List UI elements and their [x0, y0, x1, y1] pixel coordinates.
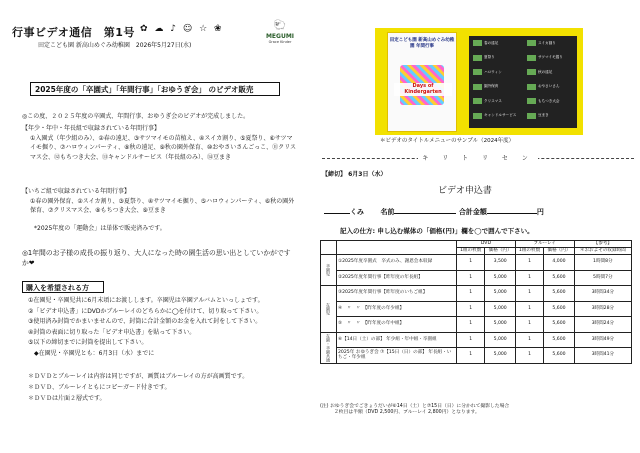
item-cell: ⑥【14日（土）の部】 年少組・年中組・卒園組	[337, 332, 457, 348]
intro-text: ◎この度、２０２５年度の卒園式、年間行事、おゆうぎ会のビデオが完成しました。	[22, 113, 250, 120]
menu-item-label: 秋の遠足	[538, 69, 553, 74]
br-price-cell[interactable]: 5,600	[544, 286, 574, 302]
dvd-price-header: 価格（円）	[485, 248, 515, 255]
menu-thumbnail	[473, 40, 482, 46]
menu-item	[527, 40, 556, 46]
table-row	[321, 286, 632, 302]
br-price-cell[interactable]: 5,600	[544, 332, 574, 348]
dvd-disks-cell: 1	[457, 286, 485, 302]
item-cell: ③2025年度年間行事【昨年度のいちご組】	[337, 286, 457, 302]
br-disks-cell: 1	[515, 301, 543, 317]
menu-item	[473, 98, 502, 104]
class-label: くみ	[350, 208, 364, 216]
table-row	[321, 332, 632, 348]
item-cell: 2025年 おゆうぎ会 ⑦【15日（日）の部】 年長組・いちご・年少組	[337, 348, 457, 364]
menu-item-label: おやさいさん	[538, 84, 560, 89]
step-3: ③使用済み封筒でかまいませんので、封筒に合計金額のお金を入れて封をして下さい。	[28, 318, 262, 325]
menu-item	[527, 69, 552, 75]
menu-thumbnail	[527, 113, 536, 119]
dvd-price-cell[interactable]: 5,000	[485, 332, 515, 348]
note-2: ＊ＤＶＤ、ブルーレイともにコピーガード付きです。	[28, 383, 171, 391]
title-menu	[469, 36, 577, 128]
form-fields	[324, 208, 629, 217]
sample-menu-photo	[375, 28, 583, 135]
dvd-disks-cell: 1	[457, 348, 485, 364]
br-price-header: 価格（円）	[544, 248, 574, 255]
form-deadline: 【締切】 6月3日（水）	[322, 171, 387, 178]
note-1: ＊ＤＶＤとブルーレイは内容は同じですが、画質はブルーレイの方が高画質です。	[28, 373, 249, 380]
sample-caption: ＊ビデオのタイトルメニューのサンプル（2024年度）	[380, 138, 515, 144]
menu-thumbnail	[527, 98, 536, 104]
dvd-price-cell[interactable]: 3,500	[485, 255, 515, 271]
logo-name: MEGUMI	[265, 32, 295, 40]
br-price-cell[interactable]: 4,000	[544, 255, 574, 271]
page-title: 行事ビデオ通信 第1号	[12, 26, 135, 39]
menu-item-label: 豆まき	[538, 113, 549, 118]
logo-tag: Grace Kinder	[268, 40, 292, 44]
purchase-notes	[28, 372, 303, 404]
cut-line	[322, 155, 634, 167]
footnote-1: (注) おゆうぎ会でごきょうだいが⑥14日（土）と⑦15日（日）に分かれて撮影した場合	[320, 404, 510, 409]
menu-item-label: 園外保育	[484, 84, 499, 89]
purchase-steps	[28, 296, 303, 359]
group-label: 在園・卒園共通	[321, 332, 337, 363]
dvd-price-cell[interactable]: 5,000	[485, 286, 515, 302]
menu-thumbnail	[473, 113, 482, 119]
table-row	[321, 317, 632, 333]
dvd-disks-cell: 1	[457, 301, 485, 317]
decoration-icons: ✿ ☁ ♪ ☺ ☆ ❀	[140, 24, 224, 34]
deadline-line: ◆在園児・卒園児とも：6月3日（水）までに	[34, 349, 155, 357]
note-sub-header: ＊おおよその収録時間	[574, 248, 631, 255]
menu-item	[473, 84, 498, 90]
time-cell: 3時間34分	[574, 286, 631, 302]
section1-heading: 【年少・年中・年長組で収録されている年間行事】	[22, 125, 161, 132]
step-1: ①在園児・卒園児共に6月末頃にお渡しします。卒園児は卒園アルバムといっしょです。	[28, 297, 264, 304]
dvd-cover	[387, 32, 457, 132]
menu-thumbnail	[527, 40, 536, 46]
item-cell: ①2025年度卒園式 卒式のみ、謝恩会本収録	[337, 255, 457, 271]
note-3: ＊ＤＶＤは片面２層式です。	[28, 394, 106, 402]
time-cell: 3時間24分	[574, 317, 631, 333]
total-field[interactable]	[487, 213, 537, 214]
page-subtitle: 田定こども園 新高山めぐみ幼稚園 2026年5月27日(水)	[38, 42, 192, 49]
menu-item-label: 春の遠足	[484, 40, 499, 45]
group-label: 在園児	[321, 286, 337, 333]
logo-mark-icon: 🐑	[273, 20, 287, 31]
item-cell: ④ 〃 〃 【昨年度の年少組】	[337, 301, 457, 317]
dvd-disks-cell: 1	[457, 255, 485, 271]
form-instruction: 記入の仕方: 申し込む媒体の「価格(円)」欄を◯で囲んで下さい。	[340, 227, 534, 235]
name-label: 名前	[380, 208, 395, 216]
message-text: ◎1年間のお子様の成長の振り返り、大人になった時の園生活の思い出としていかがですか❤	[22, 249, 291, 267]
time-cell: 3時間49分	[574, 332, 631, 348]
br-price-cell[interactable]: 5,600	[544, 348, 574, 364]
section2-body: ①春の園外保育、②スイカ割り、③夏祭り、④サツマイモ掘り、⑤ハロウィンパーティ、⑥秋の園外保育、⑦クリスマス会、⑧もちつき大会、⑨豆まき	[30, 198, 295, 215]
menu-item	[527, 55, 563, 61]
br-disks-cell: 1	[515, 348, 543, 364]
section1-body: ①入園式（年少組のみ）、②春の遠足、③サツマイモの苗植え、④スイカ割り、⑤夏祭り、⑥サツマイモ掘り、⑦ハロウィンパーティ、⑧秋の遠足、⑨秋の園外保育、⑩おやさいさんごっこ、⑪クリスマス会、⑫もちつき大会、⑬キャンドルサービス（年長組のみ）、⑭豆まき	[30, 135, 297, 161]
cover-subtitle: Days of Kindergarten	[394, 83, 452, 96]
br-price-cell[interactable]: 5,600	[544, 301, 574, 317]
table-row	[321, 301, 632, 317]
menu-item	[473, 55, 495, 61]
menu-thumbnail	[527, 55, 536, 61]
menu-item	[473, 113, 516, 119]
step-4: ④封筒の表面に切り取った「ビデオ申込書」を貼って下さい。	[28, 328, 196, 336]
menu-thumbnail	[473, 84, 482, 90]
menu-item	[473, 69, 502, 75]
menu-item-label: ハロウィン	[484, 69, 502, 74]
item-cell: ②2025年度年間行事【昨年度の年長組】	[337, 270, 457, 286]
br-disks-cell: 1	[515, 332, 543, 348]
br-disks-cell: 1	[515, 317, 543, 333]
time-cell: 5時間7分	[574, 270, 631, 286]
table-footnotes	[320, 404, 632, 416]
footnote-2: ２枚目は半額（DVD 2,500円、ブルーレイ 2,800円）となります。	[334, 410, 480, 416]
menu-thumbnail	[473, 69, 482, 75]
dvd-disks-cell: 1	[457, 270, 485, 286]
br-disks-cell: 1	[515, 270, 543, 286]
menu-item	[527, 84, 560, 90]
group-label: 卒園児	[321, 255, 337, 286]
time-cell: 3時間41分	[574, 348, 631, 364]
name-field[interactable]	[394, 213, 456, 214]
dvd-price-cell[interactable]: 5,000	[485, 348, 515, 364]
item-cell: ⑤ 〃 〃 【昨年度の年中組】	[337, 317, 457, 333]
purchase-heading: 購入を希望される方	[22, 281, 104, 293]
form-title: ビデオ申込書	[438, 186, 492, 196]
dvd-disks-header: 1組の枚数	[457, 248, 485, 255]
br-price-cell[interactable]: 5,600	[544, 317, 574, 333]
br-disks-cell: 1	[515, 286, 543, 302]
sale-banner: 2025年度の「卒園式」「年間行事」「おゆうぎ会」 のビデオ販売	[30, 82, 280, 96]
section2-note: *2025年度の「運動会」は単体で販売済みです。	[34, 225, 166, 232]
dvd-price-cell[interactable]: 5,000	[485, 317, 515, 333]
menu-item-label: 夏祭り	[484, 55, 495, 60]
menu-thumbnail	[473, 55, 482, 61]
step-2: ②「ビデオ申込書」にDVDかブルーレイのどちらかに◯を付けて、切り取って下さい。	[28, 307, 263, 315]
cover-title: 田定こども園 新高山めぐみ幼稚園 年間行事	[389, 38, 455, 49]
time-cell: 3時間28分	[574, 301, 631, 317]
menu-item-label: サツマイモ掘り	[538, 55, 563, 60]
menu-item-label: クリスマス	[484, 98, 502, 103]
menu-item	[473, 40, 498, 46]
br-disks-cell: 1	[515, 255, 543, 271]
menu-thumbnail	[473, 98, 482, 104]
menu-item	[527, 98, 560, 104]
br-disks-header: 1組の枚数	[515, 248, 543, 255]
step-5: ⑤以下の締切までに封筒を提出して下さい。	[28, 339, 148, 346]
bluray-header: ブルーレイ	[515, 241, 574, 248]
table-row	[321, 255, 632, 271]
cut-label: キ リ ト リ セ ン	[418, 155, 538, 162]
dvd-header: DVD	[457, 241, 516, 248]
menu-item	[527, 113, 549, 119]
dvd-price-cell[interactable]: 5,000	[485, 301, 515, 317]
menu-thumbnail	[527, 84, 536, 90]
br-price-cell[interactable]: 5,600	[544, 270, 574, 286]
time-cell: 1時間8分	[574, 255, 631, 271]
menu-item-label: スイカ割り	[538, 40, 556, 45]
dvd-disks-cell: 1	[457, 332, 485, 348]
school-logo	[262, 20, 298, 54]
menu-item-label: もちつき大会	[538, 98, 560, 103]
section2-heading: 【いちご組で収録されている年間行事】	[22, 188, 131, 195]
order-table	[320, 240, 632, 364]
menu-thumbnail	[527, 69, 536, 75]
table-row	[321, 270, 632, 286]
dvd-disks-cell: 1	[457, 317, 485, 333]
total-label: 合計金額	[458, 208, 487, 216]
menu-item-label: キャンドルサービス	[484, 113, 517, 118]
yen-label: 円	[536, 208, 544, 216]
dvd-price-cell[interactable]: 5,000	[485, 270, 515, 286]
note-header: 【参考】	[574, 241, 631, 248]
table-row	[321, 348, 632, 364]
